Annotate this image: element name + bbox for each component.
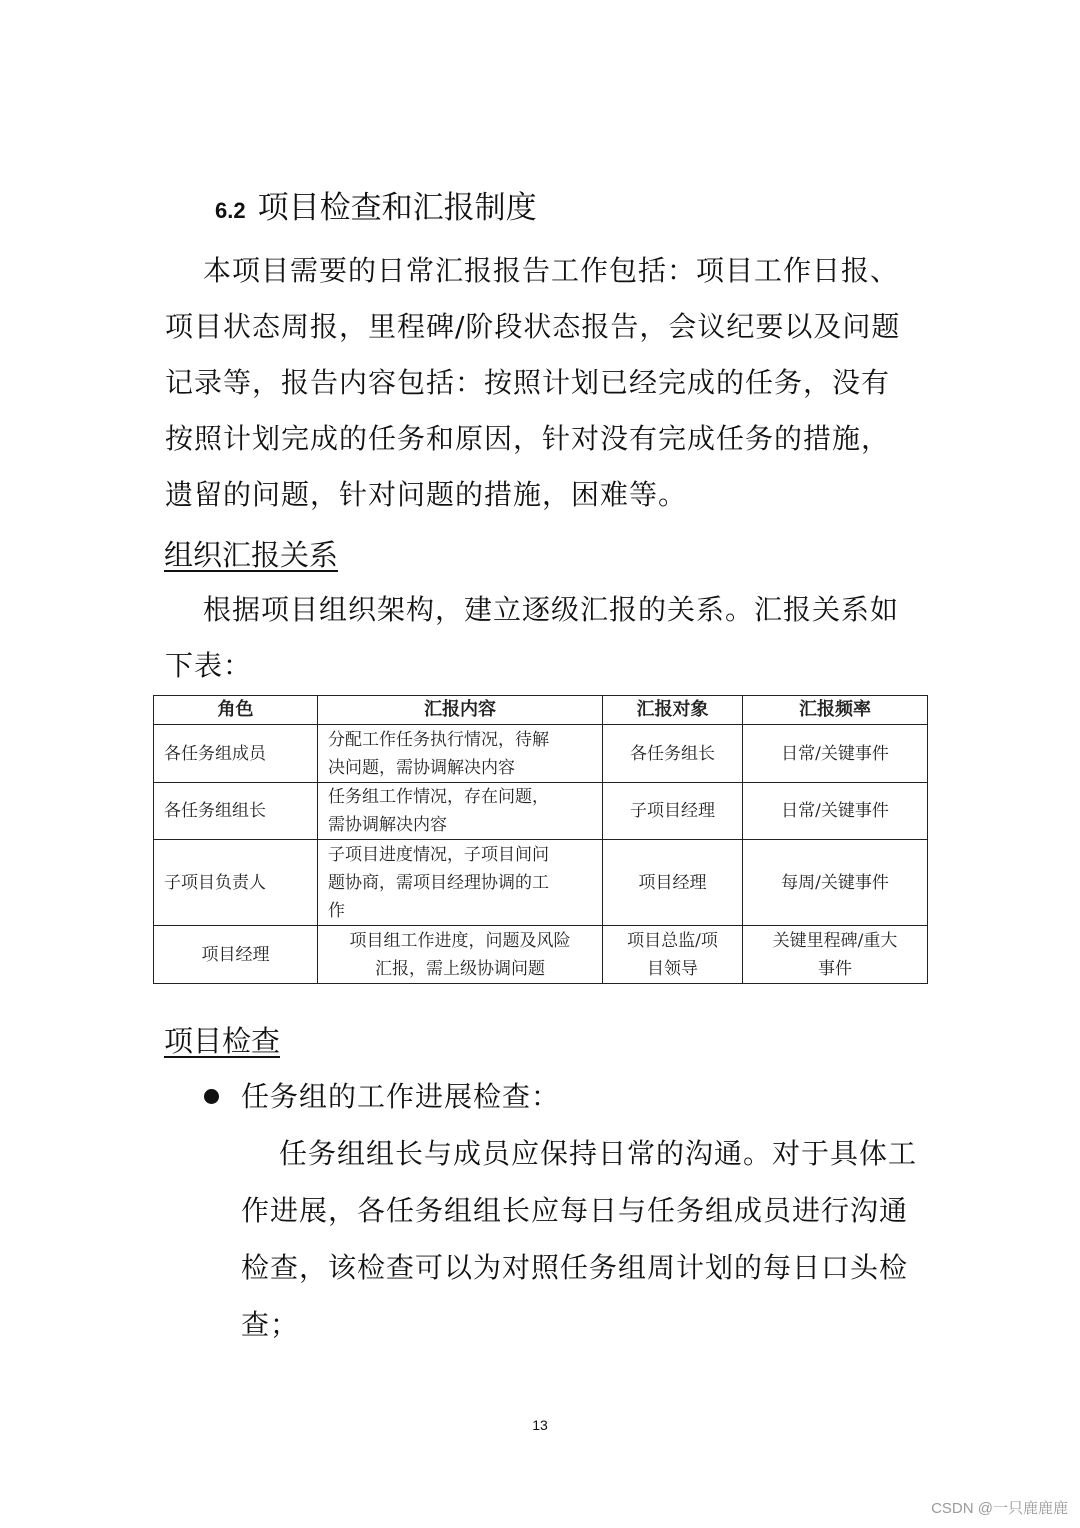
cell-content-line: 任务组工作情况，存在问题，	[328, 787, 549, 807]
cell-role: 子项目负责人	[154, 840, 318, 926]
cell-frequency: 日常/关键事件	[743, 783, 928, 840]
cell-content-line: 需协调解决内容	[328, 815, 447, 835]
section-title: 项目检查和汇报制度	[257, 190, 537, 226]
header-role: 角色	[154, 696, 318, 725]
intro-line-2: 项目状态周报，里程碑/阶段状态报告，会议纪要以及问题	[165, 310, 901, 343]
header-target: 汇报对象	[603, 696, 743, 725]
cell-role: 各任务组组长	[154, 783, 318, 840]
cell-content-line: 汇报，需上级协调问题	[375, 958, 545, 979]
cell-target: 子项目经理	[603, 783, 743, 840]
cell-frequency-line: 事件	[818, 958, 852, 979]
cell-content-line: 作	[328, 900, 345, 921]
header-content: 汇报内容	[318, 696, 603, 725]
section-number: 6.2	[215, 198, 246, 223]
cell-target: 项目经理	[603, 840, 743, 926]
bullet-line-4: 查；	[241, 1308, 300, 1341]
check-heading: 项目检查	[164, 1024, 281, 1058]
cell-frequency-line: 关键里程碑/重大	[772, 930, 898, 951]
cell-target-line: 项目总监/项	[627, 930, 718, 951]
reporting-table	[153, 695, 928, 984]
cell-content-line: 项目组工作进度，问题及风险	[349, 930, 571, 951]
cell-content-line: 子项目进度情况，子项目间问	[328, 844, 549, 865]
header-frequency: 汇报频率	[743, 696, 928, 725]
table-row	[154, 725, 928, 783]
cell-content	[318, 926, 603, 984]
cell-content-line: 分配工作任务执行情况，待解	[328, 729, 549, 750]
cell-target-line: 目领导	[647, 958, 698, 979]
bullet-label: 任务组的工作进展检查：	[241, 1080, 561, 1113]
org-para-line-2: 下表：	[165, 649, 253, 682]
table-row	[154, 840, 928, 926]
bullet-line-2: 作进展，各任务组组长应每日与任务组成员进行沟通	[241, 1194, 909, 1227]
cell-content	[318, 783, 603, 840]
cell-content	[318, 725, 603, 783]
cell-frequency	[743, 926, 928, 984]
cell-content-line: 决问题，需协调解决内容	[328, 757, 515, 778]
page-number: 13	[532, 1417, 548, 1433]
cell-target: 各任务组长	[603, 725, 743, 783]
intro-line-3: 记录等，报告内容包括：按照计划已经完成的任务，没有	[165, 366, 891, 399]
bullet-line-3: 检查，该检查可以为对照任务组周计划的每日口头检	[241, 1251, 909, 1284]
org-heading: 组织汇报关系	[164, 538, 339, 572]
section-heading	[215, 186, 537, 233]
cell-frequency: 每周/关键事件	[743, 840, 928, 926]
cell-content-line: 题协商，需项目经理协调的工	[328, 872, 549, 893]
table-header-row	[154, 696, 928, 725]
cell-role: 各任务组成员	[154, 725, 318, 783]
cell-frequency: 日常/关键事件	[743, 725, 928, 783]
bullet-icon	[204, 1089, 219, 1104]
table-row	[154, 783, 928, 840]
cell-target	[603, 926, 743, 984]
intro-line-4: 按照计划完成的任务和原因，针对没有完成任务的措施，	[165, 422, 891, 455]
org-para-line-1: 根据项目组织架构，建立逐级汇报的关系。汇报关系如	[203, 593, 900, 626]
intro-line-1: 本项目需要的日常汇报报告工作包括：项目工作日报、	[203, 254, 900, 287]
bullet-line-1: 任务组组长与成员应保持日常的沟通。对于具体工	[279, 1137, 918, 1170]
cell-role: 项目经理	[154, 926, 318, 984]
watermark: CSDN @一只鹿鹿鹿	[931, 1500, 1068, 1517]
intro-line-5: 遗留的问题，针对问题的措施，困难等。	[165, 478, 688, 511]
table-row	[154, 926, 928, 984]
cell-content	[318, 840, 603, 926]
